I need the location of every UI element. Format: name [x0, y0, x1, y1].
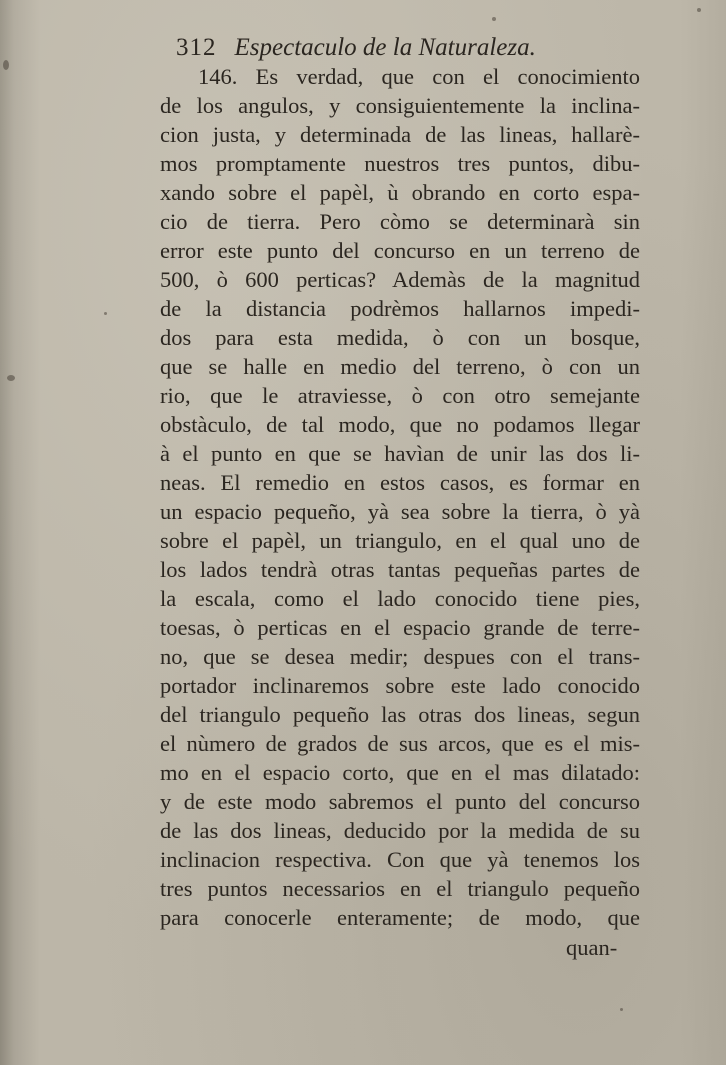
text-line: toesas, ò perticas en el espacio grande de terre-	[160, 615, 640, 640]
text-line: del triangulo pequeño las otras dos lineas, segun	[160, 702, 640, 727]
text-line: à el punto en que se havìan de unir las dos li-	[160, 441, 640, 466]
text-line: de la distancia podrèmos hallarnos impedi-	[160, 296, 640, 321]
text-line: para conocerle enteramente; de modo, que	[160, 905, 640, 930]
text-line: mos promptamente nuestros tres puntos, dibu-	[160, 151, 640, 176]
paper-speck	[104, 312, 107, 315]
text-line: y de este modo sabremos el punto del concurso	[160, 789, 640, 814]
paper-speck	[697, 8, 701, 12]
text-line: un espacio pequeño, yà sea sobre la tierra, ò yà	[160, 499, 640, 524]
text-line: que se halle en medio del terreno, ò con un	[160, 354, 640, 379]
paper-speck	[620, 1008, 623, 1011]
text-line: el nùmero de grados de sus arcos, que es el mis-	[160, 731, 640, 756]
text-line: xando sobre el papèl, ù obrando en corto espa-	[160, 180, 640, 205]
text-line: cion justa, y determinada de las lineas, hallarè-	[160, 122, 640, 147]
text-line: dos para esta medida, ò con un bosque,	[160, 325, 640, 350]
paper-speck	[492, 17, 496, 21]
text-line: sobre el papèl, un triangulo, en el qual uno de	[160, 528, 640, 553]
text-line: obstàculo, de tal modo, que no podamos llegar	[160, 412, 640, 437]
text-line: inclinacion respectiva. Con que yà tenemos los	[160, 847, 640, 872]
running-head	[176, 30, 646, 66]
text-line: cio de tierra. Pero còmo se determinarà sin	[160, 209, 640, 234]
text-line: la escala, como el lado conocido tiene pies,	[160, 586, 640, 611]
text-line: mo en el espacio corto, que en el mas dilatado:	[160, 760, 640, 785]
page-number: 312	[176, 34, 217, 61]
paper-speck	[3, 60, 9, 70]
catchword: quan-	[566, 935, 618, 960]
paper-speck	[7, 375, 15, 381]
text-line: error este punto del concurso en un terreno de	[160, 238, 640, 263]
text-line: neas. El remedio en estos casos, es formar en	[160, 470, 640, 495]
text-line: rio, que le atraviesse, ò con otro semejante	[160, 383, 640, 408]
text-line: los lados tendrà otras tantas pequeñas partes de	[160, 557, 640, 582]
text-line: portador inclinaremos sobre este lado conocido	[160, 673, 640, 698]
text-line: no, que se desea medir; despues con el trans-	[160, 644, 640, 669]
text-line: 146. Es verdad, que con el conocimiento	[198, 64, 640, 89]
text-line: de las dos lineas, deducido por la medida de su	[160, 818, 640, 843]
book-title: Espectaculo de la Naturaleza.	[234, 34, 536, 61]
paragraph-146	[160, 62, 640, 932]
text-line: de los angulos, y consiguientemente la inclina-	[160, 93, 640, 118]
text-line: tres puntos necessarios en el triangulo pequeño	[160, 876, 640, 901]
text-line: 500, ò 600 perticas? Ademàs de la magnitud	[160, 267, 640, 292]
